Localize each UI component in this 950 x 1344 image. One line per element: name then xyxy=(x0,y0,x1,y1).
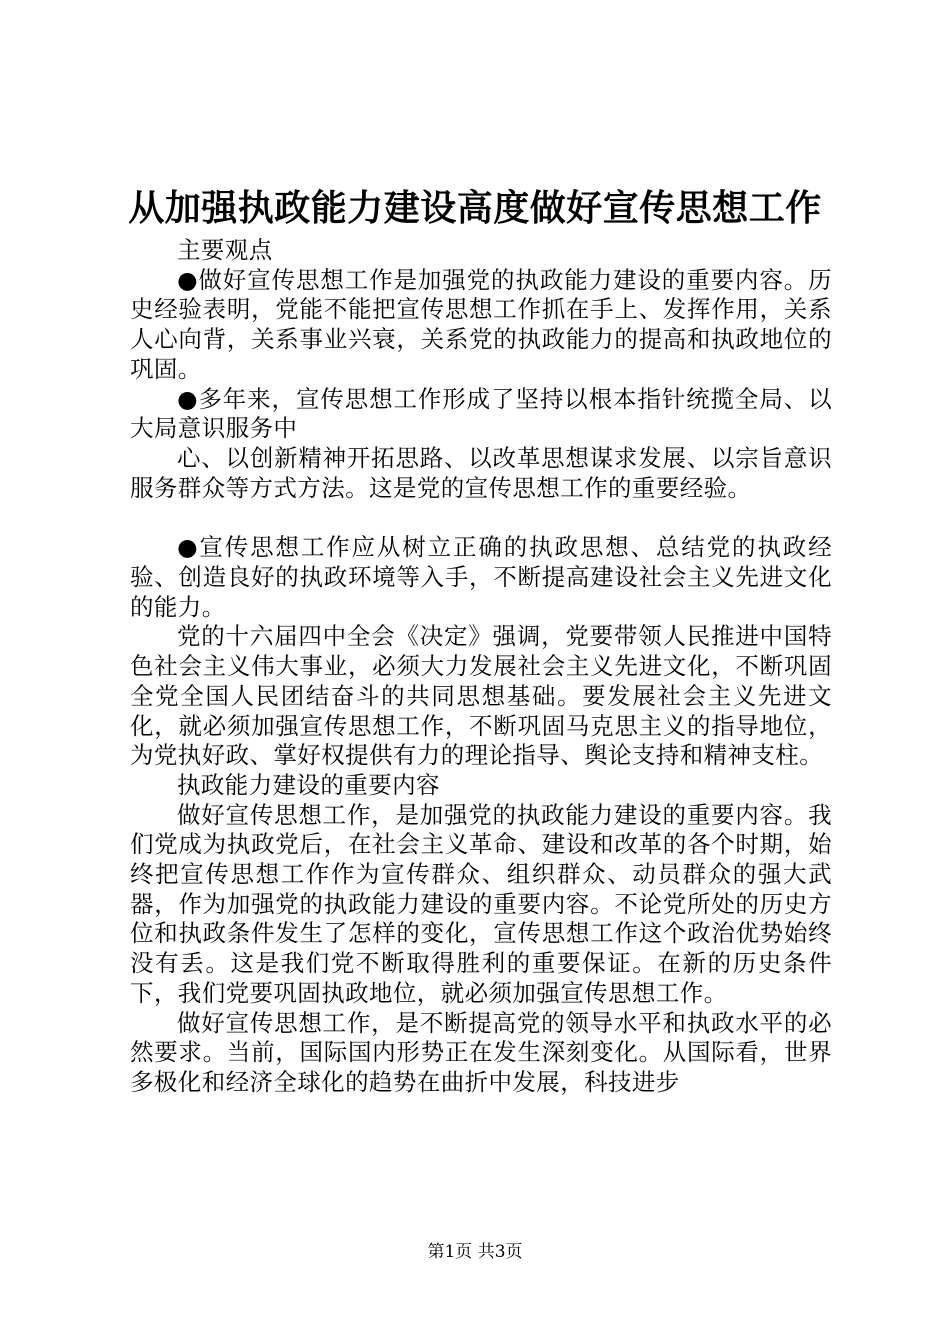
document-body xyxy=(130,236,832,1098)
paragraph-intro: 党的十六届四中全会《决定》强调，党要带领人民推进中国特色社会主义伟大事业，必须大力发展社会主义先进文化，不断巩固全党全国人民团结奋斗的共同思想基础。要发展社会主义先进文化，就必须加强宣传思想工作，不断巩固马克思主义的指导地位，为党执好政、掌好权提供有力的理论指导、舆论支持和精神支柱。 xyxy=(130,622,832,770)
section-heading-main-points: 主要观点 xyxy=(177,236,273,264)
section-heading-governance: 执政能力建设的重要内容 xyxy=(177,770,440,799)
paragraph-body-2: 做好宣传思想工作，是不断提高党的领导水平和执政水平的必然要求。当前，国际国内形势正在发生深刻变化。从国际看，世界多极化和经济全球化的趋势在曲折中发展，科技进步 xyxy=(130,1008,832,1096)
paragraph-bullet-2-continued: 心、以创新精神开拓思路、以改革思想谋求发展、以宗旨意识服务群众等方式方法。这是党的宣传思想工作的重要经验。 xyxy=(130,443,832,502)
page-footer: 第1页 共3页 xyxy=(427,1242,523,1262)
paragraph-bullet-3: ●宣传思想工作应从树立正确的执政思想、总结党的执政经验、创造良好的执政环境等入手，不断提高建设社会主义先进文化的能力。 xyxy=(130,533,832,621)
paragraph-body-1: 做好宣传思想工作，是加强党的执政能力建设的重要内容。我们党成为执政党后，在社会主义革命、建设和改革的各个时期，始终把宣传思想工作作为宣传群众、组织群众、动员群众的强大武器，作为加强党的执政能力建设的重要内容。不论党所处的历史方位和执政条件发生了怎样的变化，宣传思想工作这个政治优势始终没有丢。这是我们党不断取得胜利的重要保证。在新的历史条件下，我们党要巩固执政地位，就必须加强宣传思想工作。 xyxy=(130,800,832,1007)
paragraph-bullet-2: ●多年来，宣传思想工作形成了坚持以根本指针统揽全局、以大局意识服务中 xyxy=(130,384,832,443)
paragraph-bullet-1: ●做好宣传思想工作是加强党的执政能力建设的重要内容。历史经验表明，党能不能把宣传思想工作抓在手上、发挥作用，关系人心向背，关系事业兴衰，关系党的执政能力的提高和执政地位的巩固。 xyxy=(130,265,832,383)
document-title: 从加强执政能力建设高度做好宣传思想工作 xyxy=(128,187,822,229)
